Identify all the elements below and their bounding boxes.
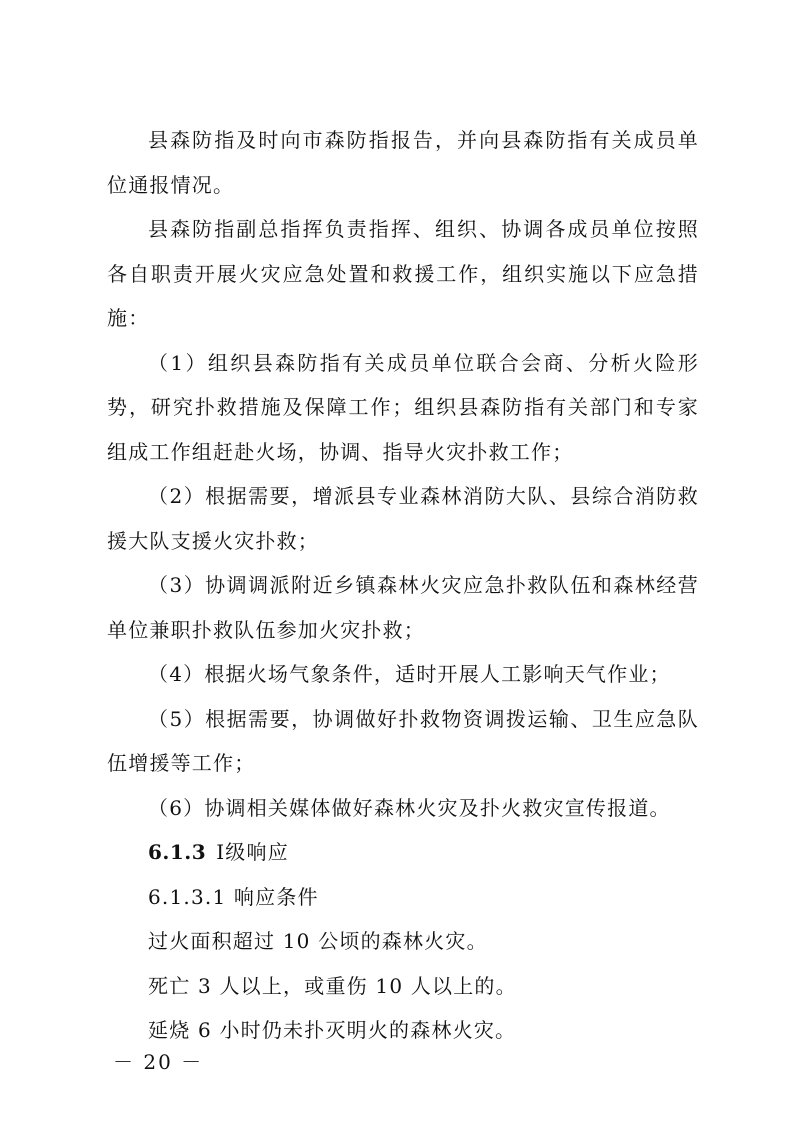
- paragraph-command-duties: 县森防指副总指挥负责指挥、组织、协调各成员单位按照各自职责开展火灾应急处置和救援工作，组织实施以下应急措施：: [107, 217, 699, 330]
- section-heading: [107, 830, 699, 875]
- measure-item-2: （2）根据需要，增派县专业森林消防大队、县综合消防救援大队支援火灾扑救；: [107, 484, 699, 553]
- condition-item-3: 延烧 6 小时仍未扑灭明火的森林火灾。: [148, 1018, 517, 1042]
- measure-item-1: （1）组织县森防指有关成员单位联合会商、分析火险形势，研究扑救措施及保障工作；组织县森防指有关部门和专家组成工作组赶赴火场，协调、指导火灾扑救工作；: [107, 350, 699, 464]
- paragraph-report: 县森防指及时向市森防指报告，并向县森防指有关成员单位通报情况。: [107, 128, 699, 197]
- section-title: Ⅰ级响应: [216, 840, 289, 864]
- measure-item-3: （3）协调调派附近乡镇森林火灾应急扑救队伍和森林经营单位兼职扑救队伍参加火灾扑救；: [107, 573, 699, 642]
- measure-item-6: （6）协调相关媒体做好森林火灾及扑火救灾宣传报道。: [148, 795, 671, 820]
- condition-item-1: 过火面积超过 10 公顷的森林火灾。: [148, 929, 488, 953]
- measure-item-5: （5）根据需要，协调做好扑救物资调拨运输、卫生应急队伍增援等工作；: [107, 706, 699, 775]
- page-number: － 20 －: [113, 1050, 204, 1074]
- subsection-heading: 6.1.3.1 响应条件: [148, 884, 319, 909]
- condition-item-2: 死亡 3 人以上，或重伤 10 人以上的。: [148, 973, 517, 998]
- section-number: 6.1.3: [148, 840, 207, 864]
- body-text: [107, 118, 699, 1053]
- measure-item-4: （4）根据火场气象条件，适时开展人工影响天气作业；: [148, 662, 671, 686]
